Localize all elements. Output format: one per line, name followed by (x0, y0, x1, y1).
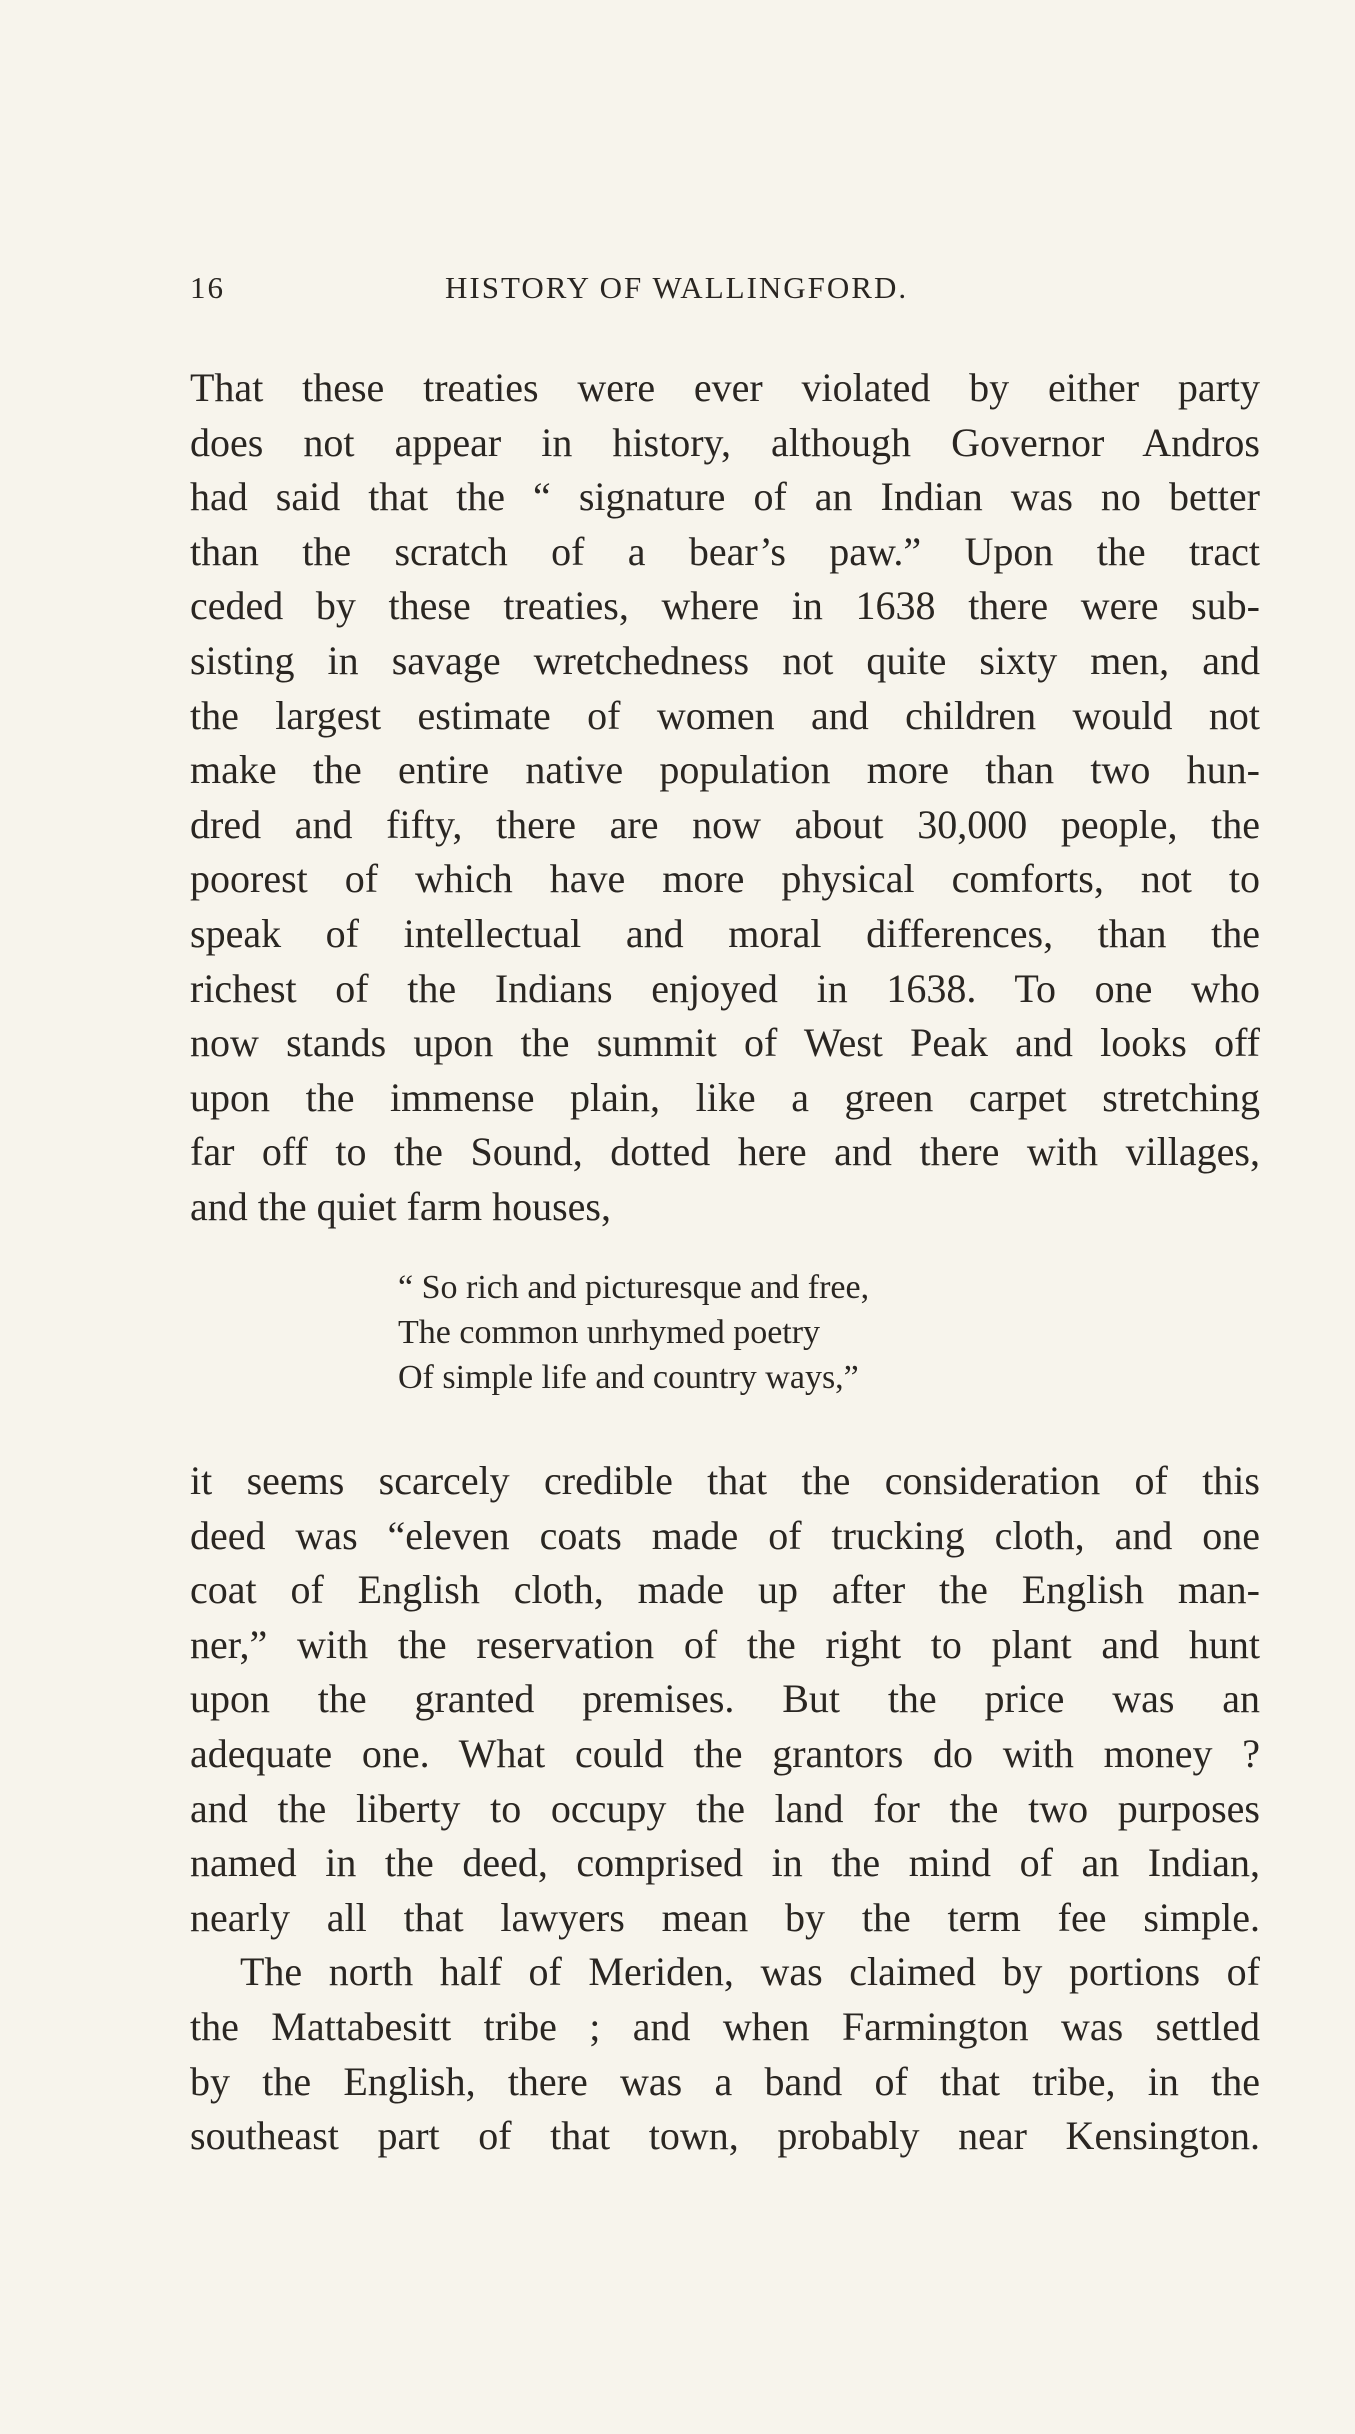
text-line: the largest estimate of women and children would not (190, 692, 1260, 738)
verse-line: Of simple life and country ways,” (398, 1359, 859, 1396)
text-line: does not appear in history, although Governor Andros (190, 419, 1260, 465)
page-number: 16 (190, 270, 225, 305)
verse-line: “ So rich and picturesque and free, (398, 1269, 870, 1306)
text-line: poorest of which have more physical comforts, not to (190, 856, 1260, 902)
text-line: nearly all that lawyers mean by the term fee simple. (190, 1894, 1260, 1940)
text-line: had said that the “ signature of an Indian was no better (190, 474, 1260, 520)
text-line: ceded by these treaties, where in 1638 there were sub- (190, 583, 1260, 629)
text-line: ner,” with the reservation of the right to plant and hunt (190, 1621, 1260, 1667)
text-line: than the scratch of a bear’s paw.” Upon the tract (190, 528, 1260, 574)
verse-quotation (398, 1265, 1098, 1400)
text-line: richest of the Indians enjoyed in 1638. To one who (190, 965, 1260, 1011)
text-line: coat of English cloth, made up after the English man- (190, 1567, 1260, 1613)
text-line: the Mattabesitt tribe ; and when Farmington was settled (190, 2003, 1260, 2049)
text-line: speak of intellectual and moral differences, than the (190, 910, 1260, 956)
verse-line: The common unrhymed poetry (398, 1314, 821, 1351)
text-line: adequate one. What could the grantors do with money ? (190, 1730, 1260, 1776)
text-line: sisting in savage wretchedness not quite sixty men, and (190, 637, 1260, 683)
text-line: deed was “eleven coats made of trucking cloth, and one (190, 1512, 1260, 1558)
text-line: upon the immense plain, like a green carpet stretching (190, 1074, 1260, 1120)
text-line: The north half of Meriden, was claimed by portions of (240, 1949, 1260, 1995)
paragraph-treaties (190, 361, 1260, 1235)
running-title: HISTORY OF WALLINGFORD. (445, 270, 909, 305)
running-head (190, 270, 990, 320)
text-line: That these treaties were ever violated by either party (190, 365, 1260, 410)
text-line: dred and fifty, there are now about 30,000 people, the (190, 801, 1260, 847)
paragraph-consideration (190, 1454, 1260, 2164)
text-line: and the liberty to occupy the land for the two purposes (190, 1785, 1260, 1831)
text-line: by the English, there was a band of that tribe, in the (190, 2058, 1260, 2104)
text-line: now stands upon the summit of West Peak and looks off (190, 1020, 1260, 1066)
text-line: named in the deed, comprised in the mind of an Indian, (190, 1840, 1260, 1886)
text-line: it seems scarcely credible that the consideration of this (190, 1458, 1260, 1503)
text-line: far off to the Sound, dotted here and there with villages, (190, 1129, 1260, 1175)
text-line: and the quiet farm houses, (190, 1183, 611, 1229)
text-line: make the entire native population more than two hun- (190, 747, 1260, 793)
text-line: upon the granted premises. But the price was an (190, 1676, 1260, 1722)
text-line: southeast part of that town, probably near Kensington. (190, 2113, 1260, 2159)
